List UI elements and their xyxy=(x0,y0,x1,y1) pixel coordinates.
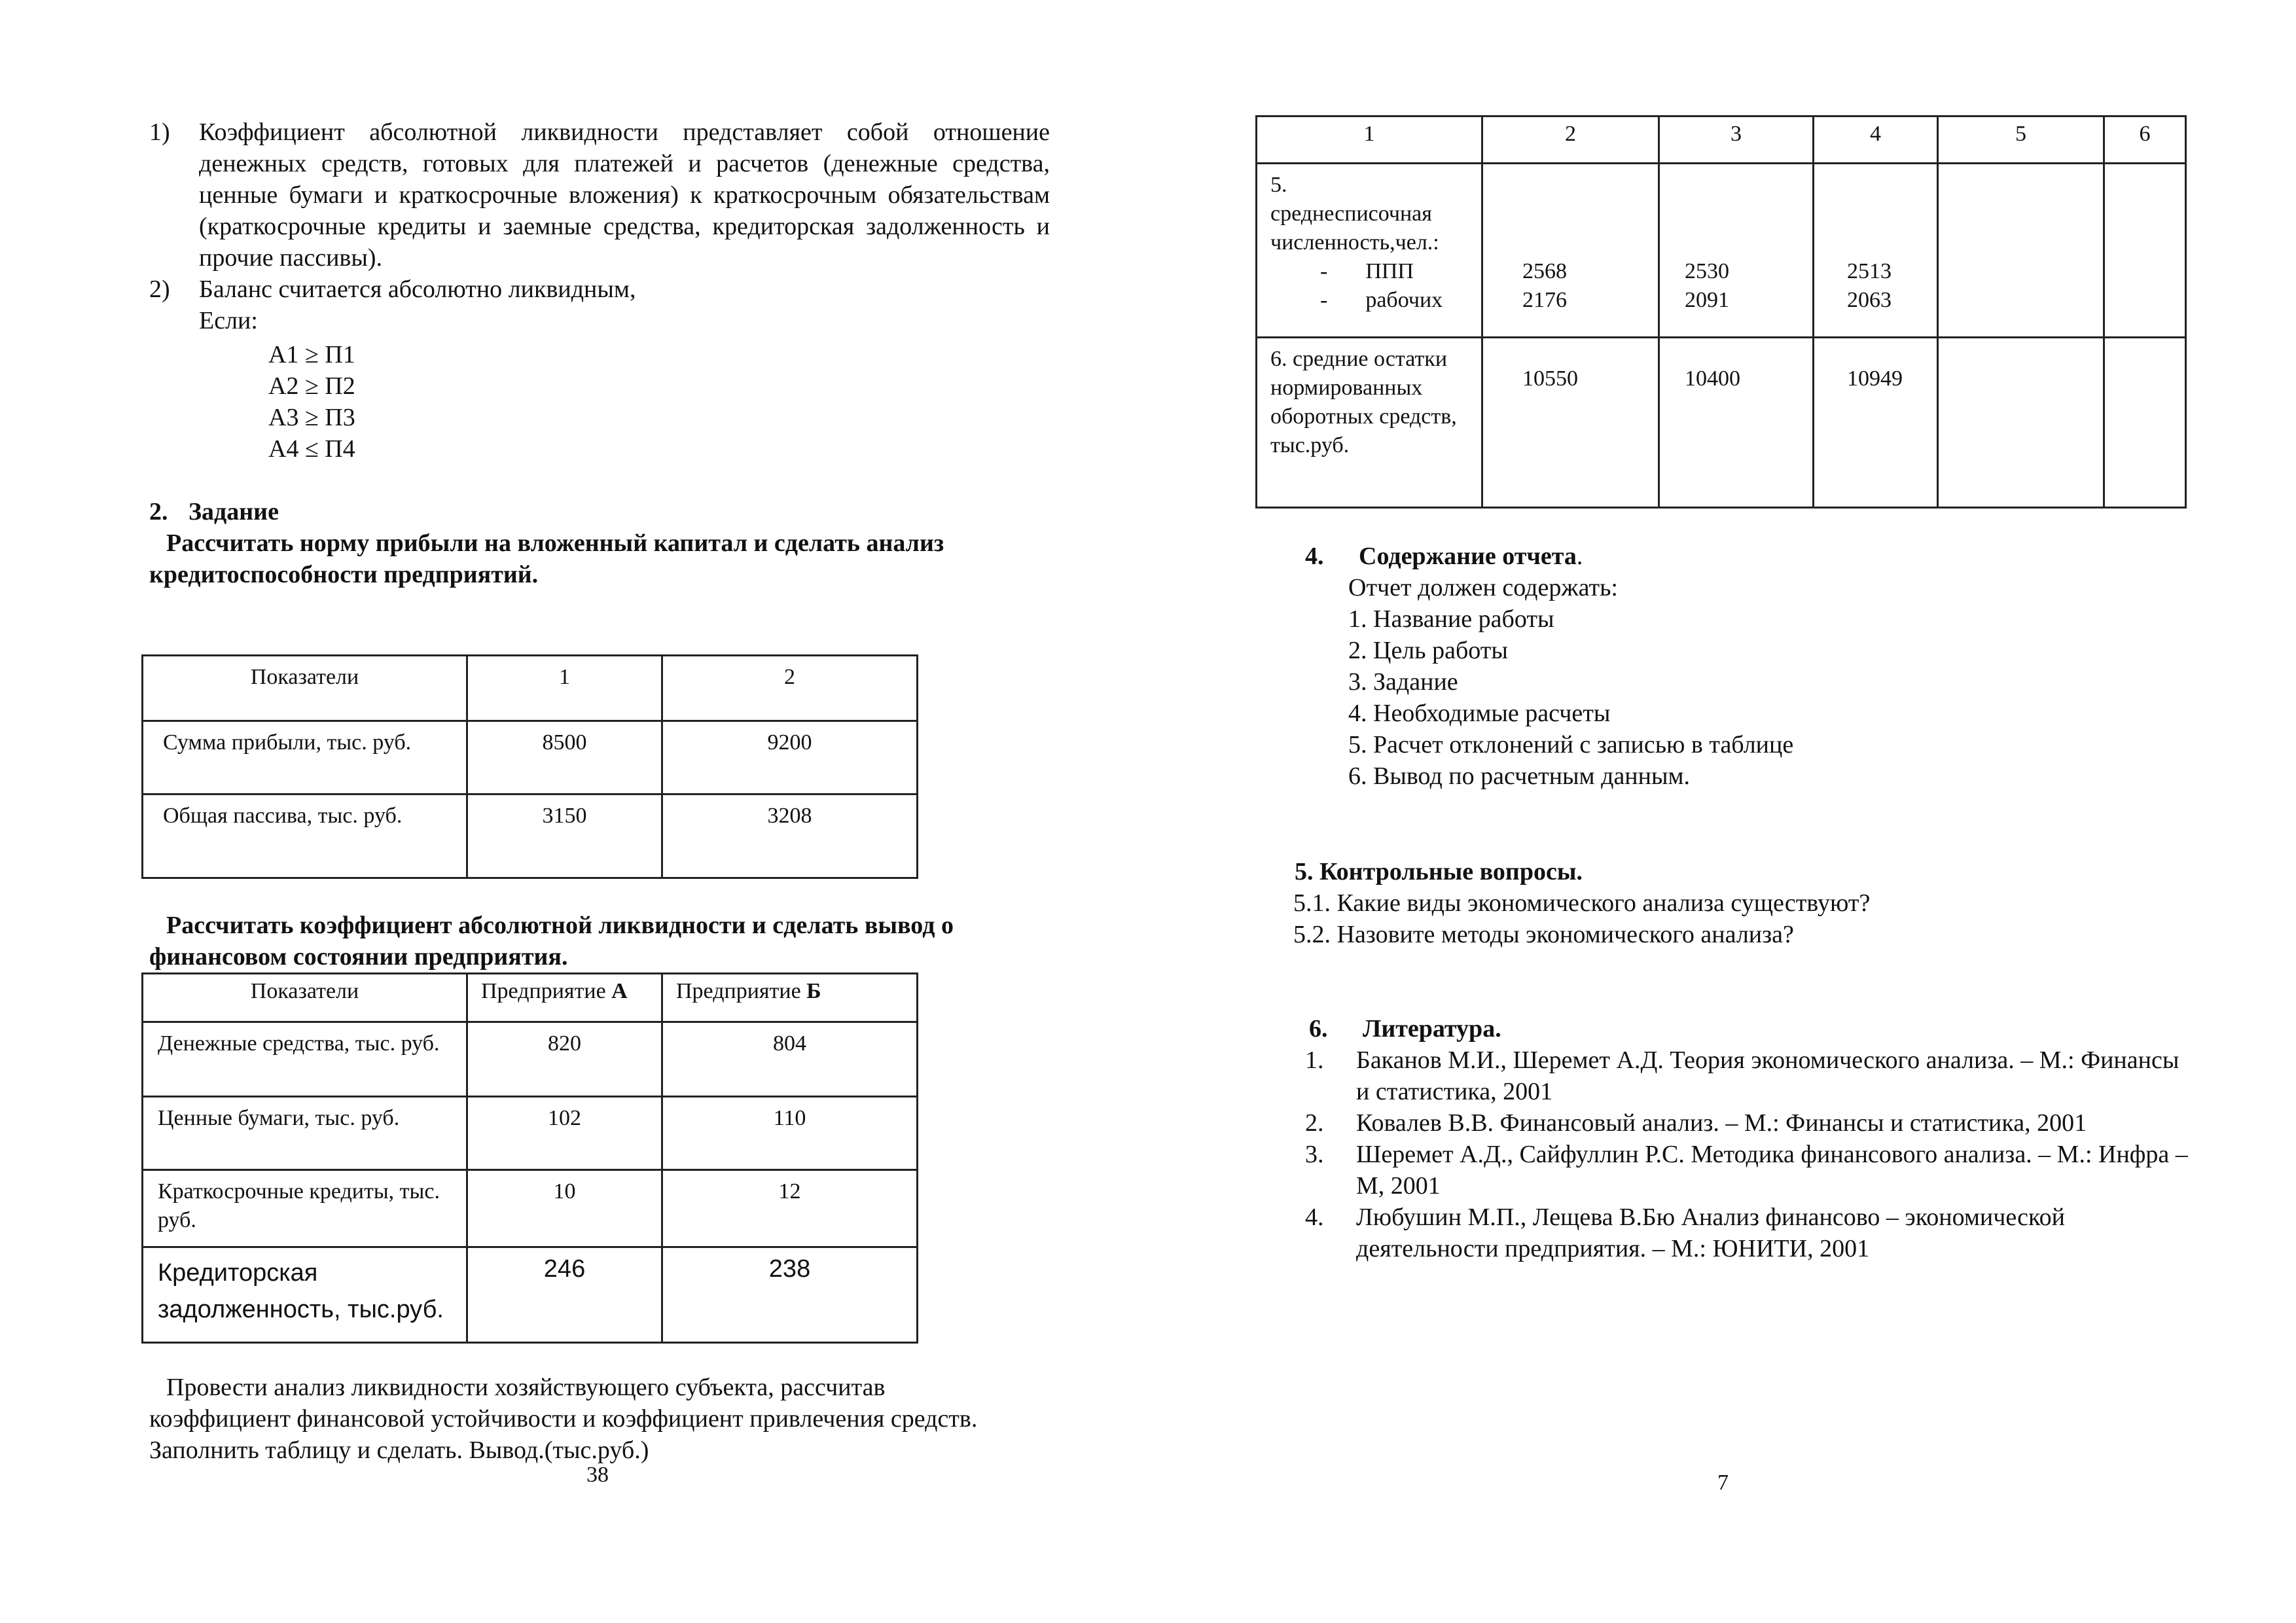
section-5-heading: 5. Контрольные вопросы. xyxy=(1295,858,1583,885)
list-item: 4. Необходимые расчеты xyxy=(1348,700,1611,727)
list-text: Шеремет А.Д., Сайфуллин Р.С. Методика финансового анализа. – М.: Инфра –М, 2001 xyxy=(1356,1141,2188,1200)
table-row xyxy=(143,794,918,878)
row-label-line: численность,чел.: xyxy=(1270,230,1439,255)
if-label: Если: xyxy=(199,307,258,334)
table-cell xyxy=(1257,164,1482,338)
table-header-cell: 3 xyxy=(1659,116,1814,164)
literature-list xyxy=(1305,1044,2195,1264)
condition: А3 ≥ П3 xyxy=(268,404,355,431)
table-cell: 3208 xyxy=(662,794,918,878)
list-item xyxy=(1305,1139,2195,1202)
table-row xyxy=(1257,164,2186,338)
table-cell: 246 xyxy=(467,1247,662,1343)
page-number-right: 7 xyxy=(1717,1471,1729,1495)
condition: А1 ≥ П1 xyxy=(268,341,355,368)
section-6-number: 6. xyxy=(1309,1015,1328,1043)
dash: - xyxy=(1320,259,1328,283)
value: 2513 xyxy=(1847,259,1892,283)
conditions-list xyxy=(268,339,355,465)
table-cell: 6. средние остатки нормированных оборотных средств, тыс.руб. xyxy=(1257,338,1482,508)
report-intro: Отчет должен содержать: xyxy=(1348,574,1618,601)
list-item xyxy=(1305,1202,2195,1264)
list-text: Баканов М.И., Шеремет А.Д. Теория экономического анализа. – М.: Финансы и статистика, 2001 xyxy=(1356,1046,2179,1105)
table-header-row xyxy=(143,656,918,721)
table-cell xyxy=(1938,164,2104,338)
value: 2176 xyxy=(1522,288,1567,312)
section-4-heading xyxy=(1305,541,1583,572)
table-cell: 10400 xyxy=(1659,338,1814,508)
table-header-cell: 2 xyxy=(662,656,918,721)
profit-table xyxy=(141,654,918,879)
list-item: 2. Цель работы xyxy=(1348,637,1508,664)
table-cell: 10 xyxy=(467,1170,662,1247)
table-cell xyxy=(1482,164,1659,338)
list-number: 3. xyxy=(1305,1141,1324,1168)
header-letter: А xyxy=(611,979,628,1003)
table-cell: Краткосрочные кредиты, тыс. руб. xyxy=(143,1170,467,1247)
sub-row xyxy=(1270,286,1472,315)
table-cell: 110 xyxy=(662,1097,918,1170)
table-cell: Общая пассива, тыс. руб. xyxy=(143,794,467,878)
table-header-cell: Показатели xyxy=(143,974,467,1022)
section-2-heading xyxy=(149,496,279,527)
sub-row-label: рабочих xyxy=(1365,288,1443,312)
table-cell xyxy=(1814,164,1938,338)
table-row xyxy=(143,1170,918,1247)
list-text: Любушин М.П., Лещева В.Бю Анализ финансово – экономической деятельности предприятия. – М.: ЮНИТИ, 2001 xyxy=(1356,1204,2065,1262)
table-cell: Ценные бумаги, тыс. руб. xyxy=(143,1097,467,1170)
table-header-cell: 1 xyxy=(467,656,662,721)
task-3-text: Провести анализ ликвидности хозяйствующего субъекта, рассчитав коэффициент финансовой устойчивости и коэффициент привлечения средств. Заполнить таблицу и сделать. Вывод.(тыс.руб.) xyxy=(149,1374,978,1464)
list-item xyxy=(1305,1107,2195,1139)
table-cell: 820 xyxy=(467,1022,662,1097)
table-cell xyxy=(1659,164,1814,338)
table-header-cell: 6 xyxy=(2104,116,2186,164)
table-header-row xyxy=(143,974,918,1022)
table-row xyxy=(143,1097,918,1170)
condition: А4 ≤ П4 xyxy=(268,435,355,463)
list-item-1 xyxy=(149,116,1052,274)
list-item: 3. Задание xyxy=(1348,668,1458,696)
list-item: 5. Расчет отклонений с записью в таблице xyxy=(1348,731,1794,758)
value: 2091 xyxy=(1685,288,1729,312)
list-item-2-text: Баланс считается абсолютно ликвидным, xyxy=(199,276,636,303)
table-header-cell: 5 xyxy=(1938,116,2104,164)
table-cell: Сумма прибыли, тыс. руб. xyxy=(143,721,467,794)
list-item xyxy=(1305,1044,2195,1107)
list-item-2-number: 2) xyxy=(149,276,170,303)
table-row xyxy=(143,1247,918,1343)
table-cell: Кредиторская задолженность, тыс.руб. xyxy=(143,1247,467,1343)
liquidity-table xyxy=(141,972,918,1344)
table-row xyxy=(143,721,918,794)
list-number: 1. xyxy=(1305,1046,1324,1074)
table-header-cell: Показатели xyxy=(143,656,467,721)
section-4-dot: . xyxy=(1576,543,1583,570)
header-letter: Б xyxy=(806,979,821,1003)
list-item-1-number: 1) xyxy=(149,118,170,146)
table-cell: 3150 xyxy=(467,794,662,878)
list-number: 4. xyxy=(1305,1204,1324,1231)
list-item: 6. Вывод по расчетным данным. xyxy=(1348,762,1691,790)
table-header-cell xyxy=(662,974,918,1022)
value: 2063 xyxy=(1847,288,1892,312)
list-item-1-text: Коэффициент абсолютной ликвидности представляет собой отношение денежных средств, готовых для платежей и расчетов (денежные средства, ценные бумаги и краткосрочные вложения) к краткосрочным обязательствам (краткосрочные кредиты и заемные средства, кредиторская задолженность и прочие пассивы). xyxy=(199,118,1050,272)
indicators-table xyxy=(1255,115,2187,508)
list-item: 1. Название работы xyxy=(1348,605,1554,633)
section-6-title: Литература. xyxy=(1363,1015,1501,1043)
report-contents xyxy=(1348,572,1793,792)
section-2-title: Задание xyxy=(188,498,279,526)
list-item: 5.1. Какие виды экономического анализа существуют? xyxy=(1293,889,1871,917)
row-label-line: 5. xyxy=(1270,173,1287,197)
table-header-row xyxy=(1257,116,2186,164)
table-header-cell xyxy=(467,974,662,1022)
header-text: Предприятие xyxy=(676,979,807,1003)
section-2-number: 2. xyxy=(149,498,168,526)
sub-row-label: ППП xyxy=(1365,259,1414,283)
table-row xyxy=(1257,338,2186,508)
table-cell xyxy=(1938,338,2104,508)
row-label-line: среднесписочная xyxy=(1270,202,1432,226)
table-cell xyxy=(2104,164,2186,338)
condition: А2 ≥ П2 xyxy=(268,372,355,400)
table-header-cell: 4 xyxy=(1814,116,1938,164)
list-text: Ковалев В.В. Финансовый анализ. – М.: Финансы и статистика, 2001 xyxy=(1356,1109,2087,1137)
list-item-2 xyxy=(149,274,1052,336)
section-6-heading xyxy=(1309,1013,1501,1044)
table-cell xyxy=(2104,338,2186,508)
value: 2530 xyxy=(1685,259,1729,283)
table-cell: 10949 xyxy=(1814,338,1938,508)
dash: - xyxy=(1320,288,1328,312)
table-header-cell: 2 xyxy=(1482,116,1659,164)
table-cell: 8500 xyxy=(467,721,662,794)
task-2-text: Рассчитать коэффициент абсолютной ликвидности и сделать вывод о финансовом состоянии предприятия. xyxy=(149,912,954,971)
table-cell: 10550 xyxy=(1482,338,1659,508)
list-number: 2. xyxy=(1305,1109,1324,1137)
table-row xyxy=(143,1022,918,1097)
table-cell: 238 xyxy=(662,1247,918,1343)
table-cell: Денежные средства, тыс. руб. xyxy=(143,1022,467,1097)
table-cell: 9200 xyxy=(662,721,918,794)
sub-row xyxy=(1270,257,1472,286)
section-4-number: 4. xyxy=(1305,543,1324,570)
list-item: 5.2. Назовите методы экономического анализа? xyxy=(1293,921,1794,948)
page-number-left: 38 xyxy=(586,1463,609,1487)
task-1-text: Рассчитать норму прибыли на вложенный капитал и сделать анализ кредитоспособности предприятий. xyxy=(149,529,944,588)
section-4-title: Содержание отчета xyxy=(1359,543,1577,570)
table-header-cell: 1 xyxy=(1257,116,1482,164)
table-cell: 12 xyxy=(662,1170,918,1247)
table-cell: 804 xyxy=(662,1022,918,1097)
questions-list xyxy=(1293,887,1870,950)
value: 2568 xyxy=(1522,259,1567,283)
header-text: Предприятие xyxy=(481,979,612,1003)
table-cell: 102 xyxy=(467,1097,662,1170)
